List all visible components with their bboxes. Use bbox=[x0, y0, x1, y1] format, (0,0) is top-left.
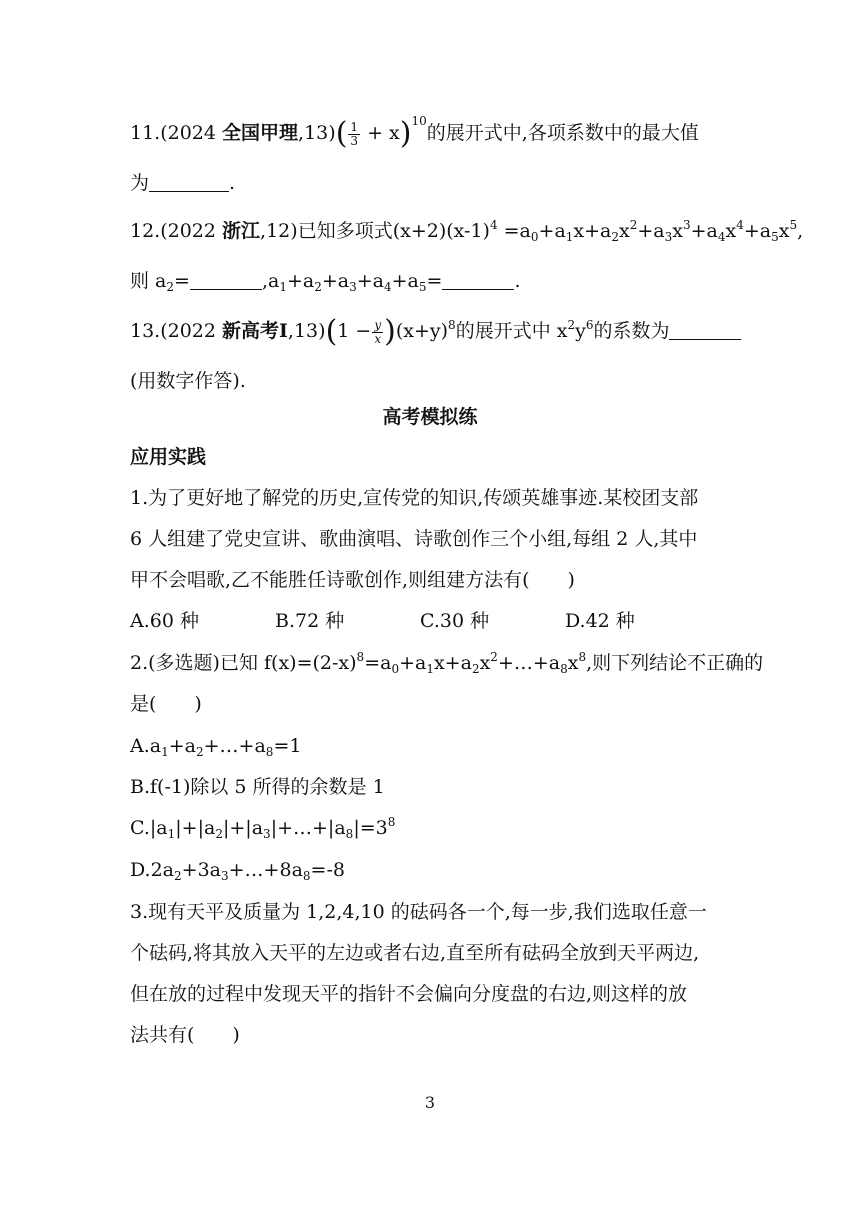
q12-answer-blank-2 bbox=[442, 271, 514, 290]
option-c[interactable]: C.30 种 bbox=[420, 610, 490, 632]
practice-2-option-b[interactable]: B.f(-1)除以 5 所得的余数是 1 bbox=[130, 776, 385, 798]
q13-answer-blank bbox=[669, 321, 741, 340]
q11-text: 的展开式中,各项系数中的最大值 bbox=[426, 122, 699, 144]
q13-ref: ,13) bbox=[287, 320, 326, 342]
q11-paren-open: ( bbox=[335, 116, 348, 151]
q12-ref: ,12) bbox=[260, 220, 298, 242]
practice-3-line-1: 3.现有天平及质量为 1,2,4,10 的砝码各一个,每一步,我们选取任意一 bbox=[130, 901, 707, 923]
q13-number: 13.(2022 bbox=[130, 320, 223, 342]
q11-plus-x: + x bbox=[367, 122, 400, 144]
practice-2-option-c[interactable]: $C.|a_1|+|a_2|+|a_3|+\dots+|a_8|=3^8$ bbox=[130, 815, 396, 841]
practice-3-line-3: 但在放的过程中发现天平的指针不会偏向分度盘的右边,则这样的放 bbox=[130, 983, 688, 1005]
question-12-line-1: 12.(2022 浙江,12)已知多项式$(x+2)(x-1)^4 =a_0+a_1x+a_2x^2+a_3x^3+a_4x^4+a_5x^5$, bbox=[130, 218, 804, 244]
practice-2-option-a[interactable]: $A.a_1+a_2+\dots+a_8=1$ bbox=[130, 735, 302, 759]
subsection-title: 应用实践 bbox=[130, 446, 207, 468]
q12-answer-blank-1 bbox=[190, 271, 262, 290]
q13-source: 新高考Ⅰ bbox=[222, 320, 288, 342]
option-b[interactable]: B.72 种 bbox=[275, 610, 345, 632]
q13-one-minus: 1 − bbox=[337, 320, 372, 342]
practice-2-line-2: 是( ) bbox=[130, 693, 202, 715]
section-title: 高考模拟练 bbox=[382, 406, 478, 428]
q11-answer-blank bbox=[149, 173, 229, 192]
q11-fraction: $\frac{1}{3}$ bbox=[350, 119, 359, 148]
practice-1-line-1: 1.为了更好地了解党的历史,宣传党的知识,传颂英雄事迹.某校团支部 bbox=[130, 487, 699, 509]
q11-ref: ,13) bbox=[298, 122, 336, 144]
q12-source: 浙江 bbox=[222, 220, 261, 242]
question-13-line-1: 13.(2022 新高考Ⅰ,13)(1 − $\frac{y}{x}$ )$(x+y)^8$的展开式中 $x^2y^6$的系数为 bbox=[130, 318, 741, 346]
q12-text-a: 已知多项式(x+2)(x-1) bbox=[297, 220, 490, 242]
practice-1-line-2: 6 人组建了党史宣讲、歌曲演唱、诗歌创作三个小组,每组 2 人,其中 bbox=[130, 528, 698, 550]
q11-paren-close: ) bbox=[399, 116, 412, 151]
option-d[interactable]: D.42 种 bbox=[565, 610, 635, 632]
practice-1-line-3: 甲不会唱歌,乙不能胜任诗歌创作,则组建方法有( ) bbox=[130, 569, 575, 591]
practice-2-option-d[interactable]: $D.2a_2+3a_3+\dots+8a_8=-8$ bbox=[130, 859, 345, 883]
q11-exponent: 10 bbox=[411, 114, 427, 128]
page-number: 3 bbox=[424, 1093, 436, 1112]
option-a[interactable]: A.60 种 bbox=[130, 610, 199, 632]
question-13-line-2: (用数字作答). bbox=[130, 370, 246, 392]
practice-1-options bbox=[130, 608, 710, 634]
practice-3-line-4: 法共有( ) bbox=[130, 1024, 240, 1046]
q12-number: 12.(2022 bbox=[130, 220, 223, 242]
q11-source: 全国甲理 bbox=[222, 122, 299, 144]
question-11-line-2: 为 . bbox=[130, 172, 236, 194]
q11-number: 11.(2024 bbox=[130, 122, 223, 144]
practice-3-line-2: 个砝码,将其放入天平的左边或者右边,直至所有砝码全放到天平两边, bbox=[130, 942, 700, 964]
question-11-line-1 bbox=[130, 114, 699, 151]
q11-line2-text: 为 bbox=[130, 172, 150, 194]
practice-2-line-1: 2.(多选题)已知 $f(x)=(2-x)^8=a_0+a_1x+a_2x^2+\dots+a_8x^8$,则下列结论不正确的 bbox=[130, 650, 764, 676]
question-12-line-2: 则 $a_2= ,a_1+a_2+a_3+a_4+a_5=$ . bbox=[130, 270, 521, 294]
q13-fraction: $\frac{y}{x}$ bbox=[374, 317, 382, 346]
